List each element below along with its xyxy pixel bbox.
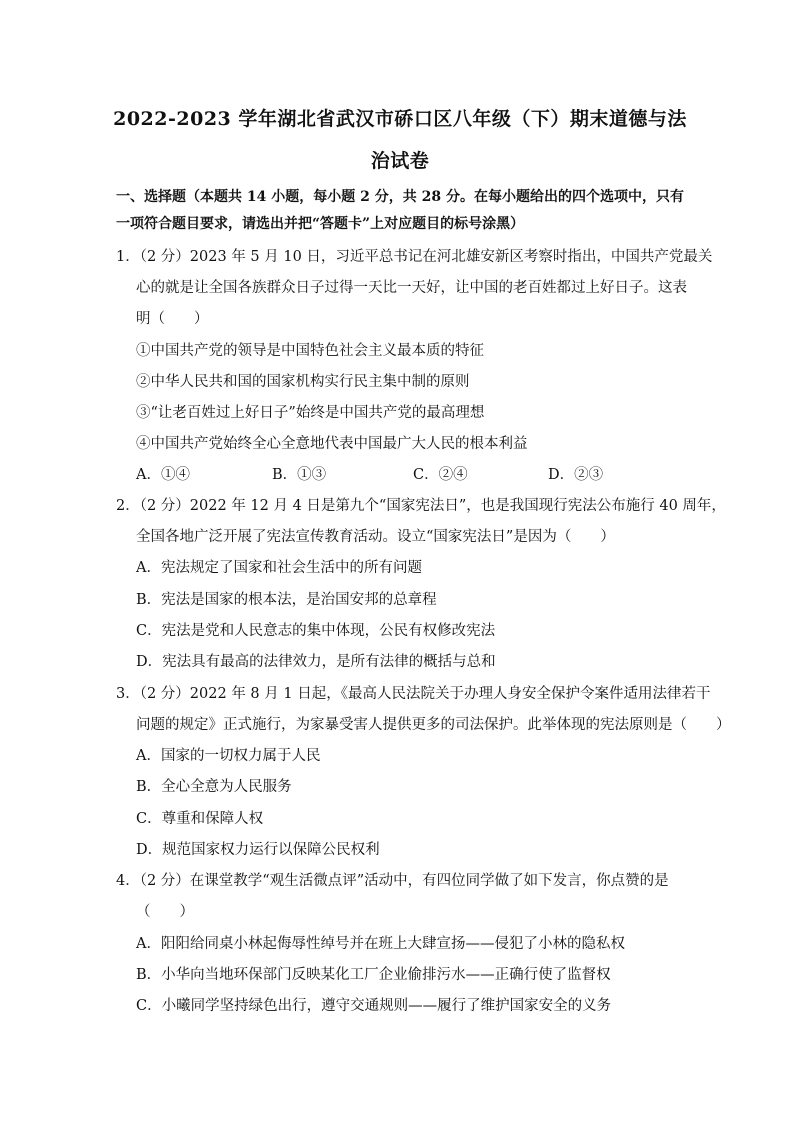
question-1-line-2: 心的就是让全国各族群众日子过得一天比一天好，让中国的老百姓都过上好日子。这表 <box>136 280 687 296</box>
question-2-option-d: D．宪法具有最高的法律效力，是所有法律的概括与总和 <box>136 654 496 670</box>
exam-title-line-1: 2022-2023 学年湖北省武汉市硚口区八年级（下）期末道德与法 <box>113 108 687 130</box>
question-1-statement-4: ④中国共产党始终全心全意地代表中国最广大人民的根本利益 <box>136 436 528 452</box>
question-1-line-1: 1．（2 分）2023 年 5 月 10 日，习近平总书记在河北雄安新区考察时指出，中国共产党最关 <box>116 249 713 265</box>
question-2-option-b: B．宪法是国家的根本法，是治国安邦的总章程 <box>136 592 437 608</box>
question-1-statement-2: ②中华人民共和国的国家机构实行民主集中制的原则 <box>136 374 470 390</box>
question-1-line-3: 明（ ） <box>136 311 209 327</box>
question-3-line-1: 3．（2 分）2022 年 8 月 1 日起，《最高人民法院关于办理人身安全保护令案件适用法律若干 <box>116 686 711 702</box>
exam-title-line-2: 治试卷 <box>370 150 430 172</box>
question-2-line-1: 2．（2 分）2022 年 12 月 4 日是第九个“国家宪法日”，也是我国现行宪法公布施行 40 周年， <box>116 498 726 514</box>
question-1-statement-1: ①中国共产党的领导是中国特色社会主义最本质的特征 <box>136 343 484 359</box>
question-1-choice-a: A．①④ <box>136 467 190 483</box>
question-4-option-c: C．小曦同学坚持绿色出行，遵守交通规则——履行了维护国家安全的义务 <box>136 998 612 1014</box>
question-4-option-b: B．小华向当地环保部门反映某化工厂企业偷排污水——正确行使了监督权 <box>136 967 611 983</box>
question-1-statement-3: ③“让老百姓过上好日子”始终是中国共产党的最高理想 <box>136 405 485 421</box>
question-4-option-a: A．阳阳给同桌小林起侮辱性绰号并在班上大肆宣扬——侵犯了小林的隐私权 <box>136 936 625 952</box>
question-4-line-2: （ ） <box>136 904 194 920</box>
question-3-option-a: A．国家的一切权力属于人民 <box>136 748 321 764</box>
question-4-line-1: 4．（2 分）在课堂教学“观生活微点评”活动中，有四位同学做了如下发言，你点赞的是 <box>116 873 669 889</box>
question-2-line-2: 全国各地广泛开展了宪法宣传教育活动。设立“国家宪法日”是因为（ ） <box>136 529 615 545</box>
question-2-option-c: C．宪法是党和人民意志的集中体现，公民有权修改宪法 <box>136 623 496 639</box>
section-heading-line-2: 一项符合题目要求，请选出并把“答题卡”上对应题目的标号涂黑） <box>116 216 525 232</box>
question-3-line-2: 问题的规定》正式施行，为家暴受害人提供更多的司法保护。此举体现的宪法原则是（ ） <box>136 717 731 733</box>
question-1-choice-c: C．②④ <box>413 467 468 483</box>
question-1-choice-b: B．①③ <box>272 467 327 483</box>
question-3-option-c: C．尊重和保障人权 <box>136 811 264 827</box>
question-3-option-b: B．全心全意为人民服务 <box>136 779 292 795</box>
question-1-choice-d: D．②③ <box>548 467 604 483</box>
question-3-option-d: D．规范国家权力运行以保障公民权利 <box>136 842 380 858</box>
section-heading-line-1: 一、选择题（本题共 14 小题，每小题 2 分，共 28 分。在每小题给出的四个选项中，只有 <box>116 189 684 205</box>
question-2-option-a: A．宪法规定了国家和社会生活中的所有问题 <box>136 560 422 576</box>
